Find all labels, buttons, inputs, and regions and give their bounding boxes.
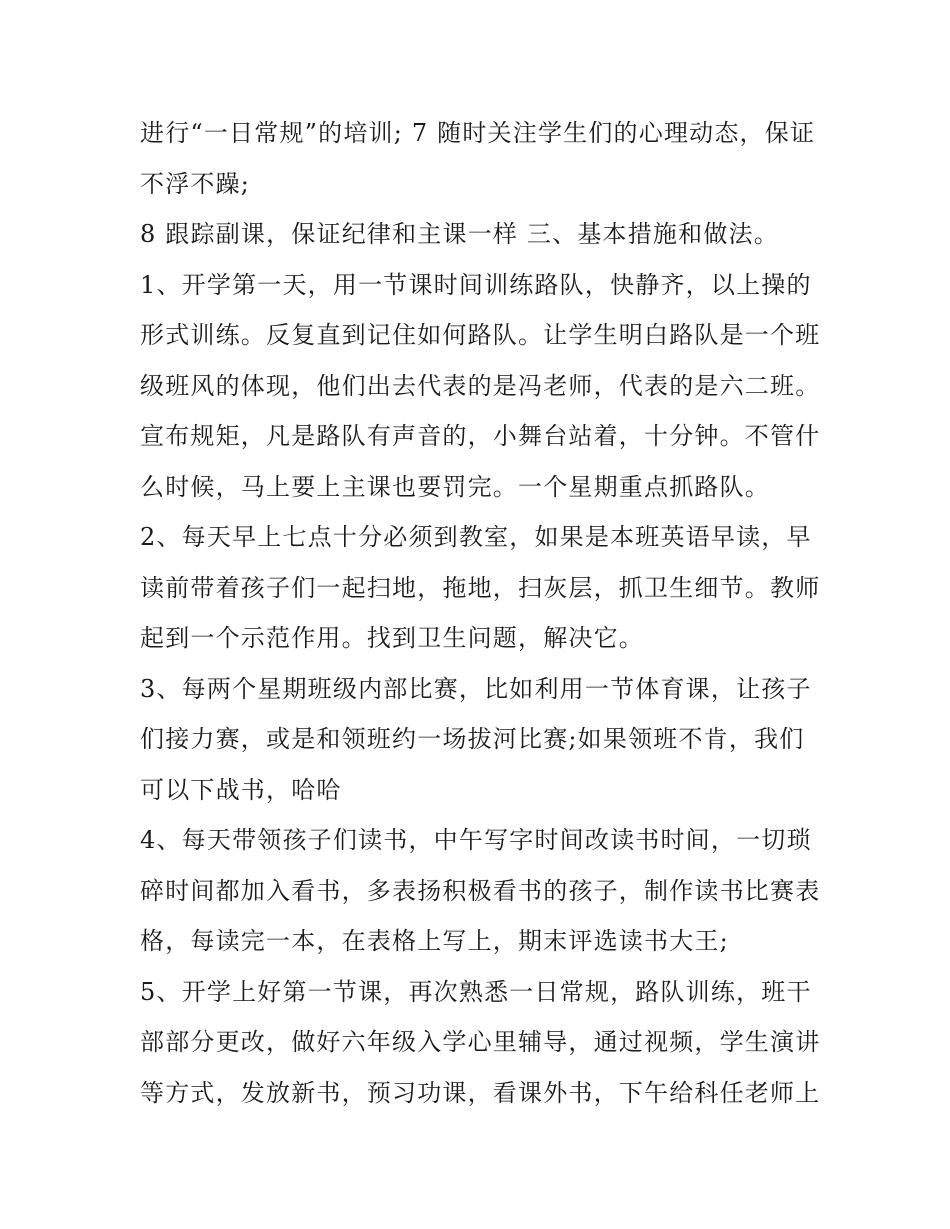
text-line: 4、每天带领孩子们读书，中午写字时间改读书时间，一切琐 — [140, 826, 812, 854]
text-line: 起到一个示范作用。找到卫生问题，解决它。 — [140, 624, 644, 652]
text-line: 格，每读完一本，在表格上写上，期末评选读书大王; — [140, 927, 729, 955]
text-line: 进行“一日常规”的培训; 7 随时关注学生们的心理动态，保证 — [140, 119, 816, 147]
text-line: 2、每天早上七点十分必须到教室，如果是本班英语早读，早 — [140, 523, 812, 551]
text-line: 碎时间都加入看书，多表扬积极看书的孩子，制作读书比赛表 — [140, 876, 821, 905]
text-line: 形式训练。反复直到记住如何路队。让学生明白路队是一个班 — [140, 321, 821, 349]
text-line: 8 跟踪副课，保证纪律和主课一样 三、基本措施和做法。 — [140, 220, 779, 248]
text-line: 么时候，马上要上主课也要罚完。一个星期重点抓路队。 — [140, 472, 770, 501]
text-line: 等方式，发放新书，预习功课，看课外书，下午给科任老师上 — [140, 1078, 821, 1107]
text-line: 不浮不躁; — [140, 169, 251, 198]
text-line: 读前带着孩子们一起扫地，拖地，扫灰层，抓卫生细节。教师 — [140, 573, 821, 602]
text-line: 级班风的体现，他们出去代表的是冯老师，代表的是六二班。 — [140, 371, 821, 400]
text-line: 部部分更改，做好六年级入学心里辅导，通过视频，学生演讲 — [140, 1028, 821, 1056]
text-line: 3、每两个星期班级内部比赛，比如利用一节体育课，让孩子 — [140, 674, 812, 703]
text-line: 5、开学上好第一节课，再次熟悉一日常规，路队训练，班干 — [140, 977, 812, 1006]
text-line: 可以下战书，哈哈 — [140, 775, 342, 804]
text-line: 1、开学第一天，用一节课时间训练路队，快静齐，以上操的 — [140, 270, 812, 299]
document-body — [140, 108, 820, 1118]
text-line: 宣布规矩，凡是路队有声音的，小舞台站着，十分钟。不管什 — [140, 422, 821, 450]
text-line: 们接力赛，或是和领班约一场拔河比赛;如果领班不肯，我们 — [140, 725, 805, 753]
